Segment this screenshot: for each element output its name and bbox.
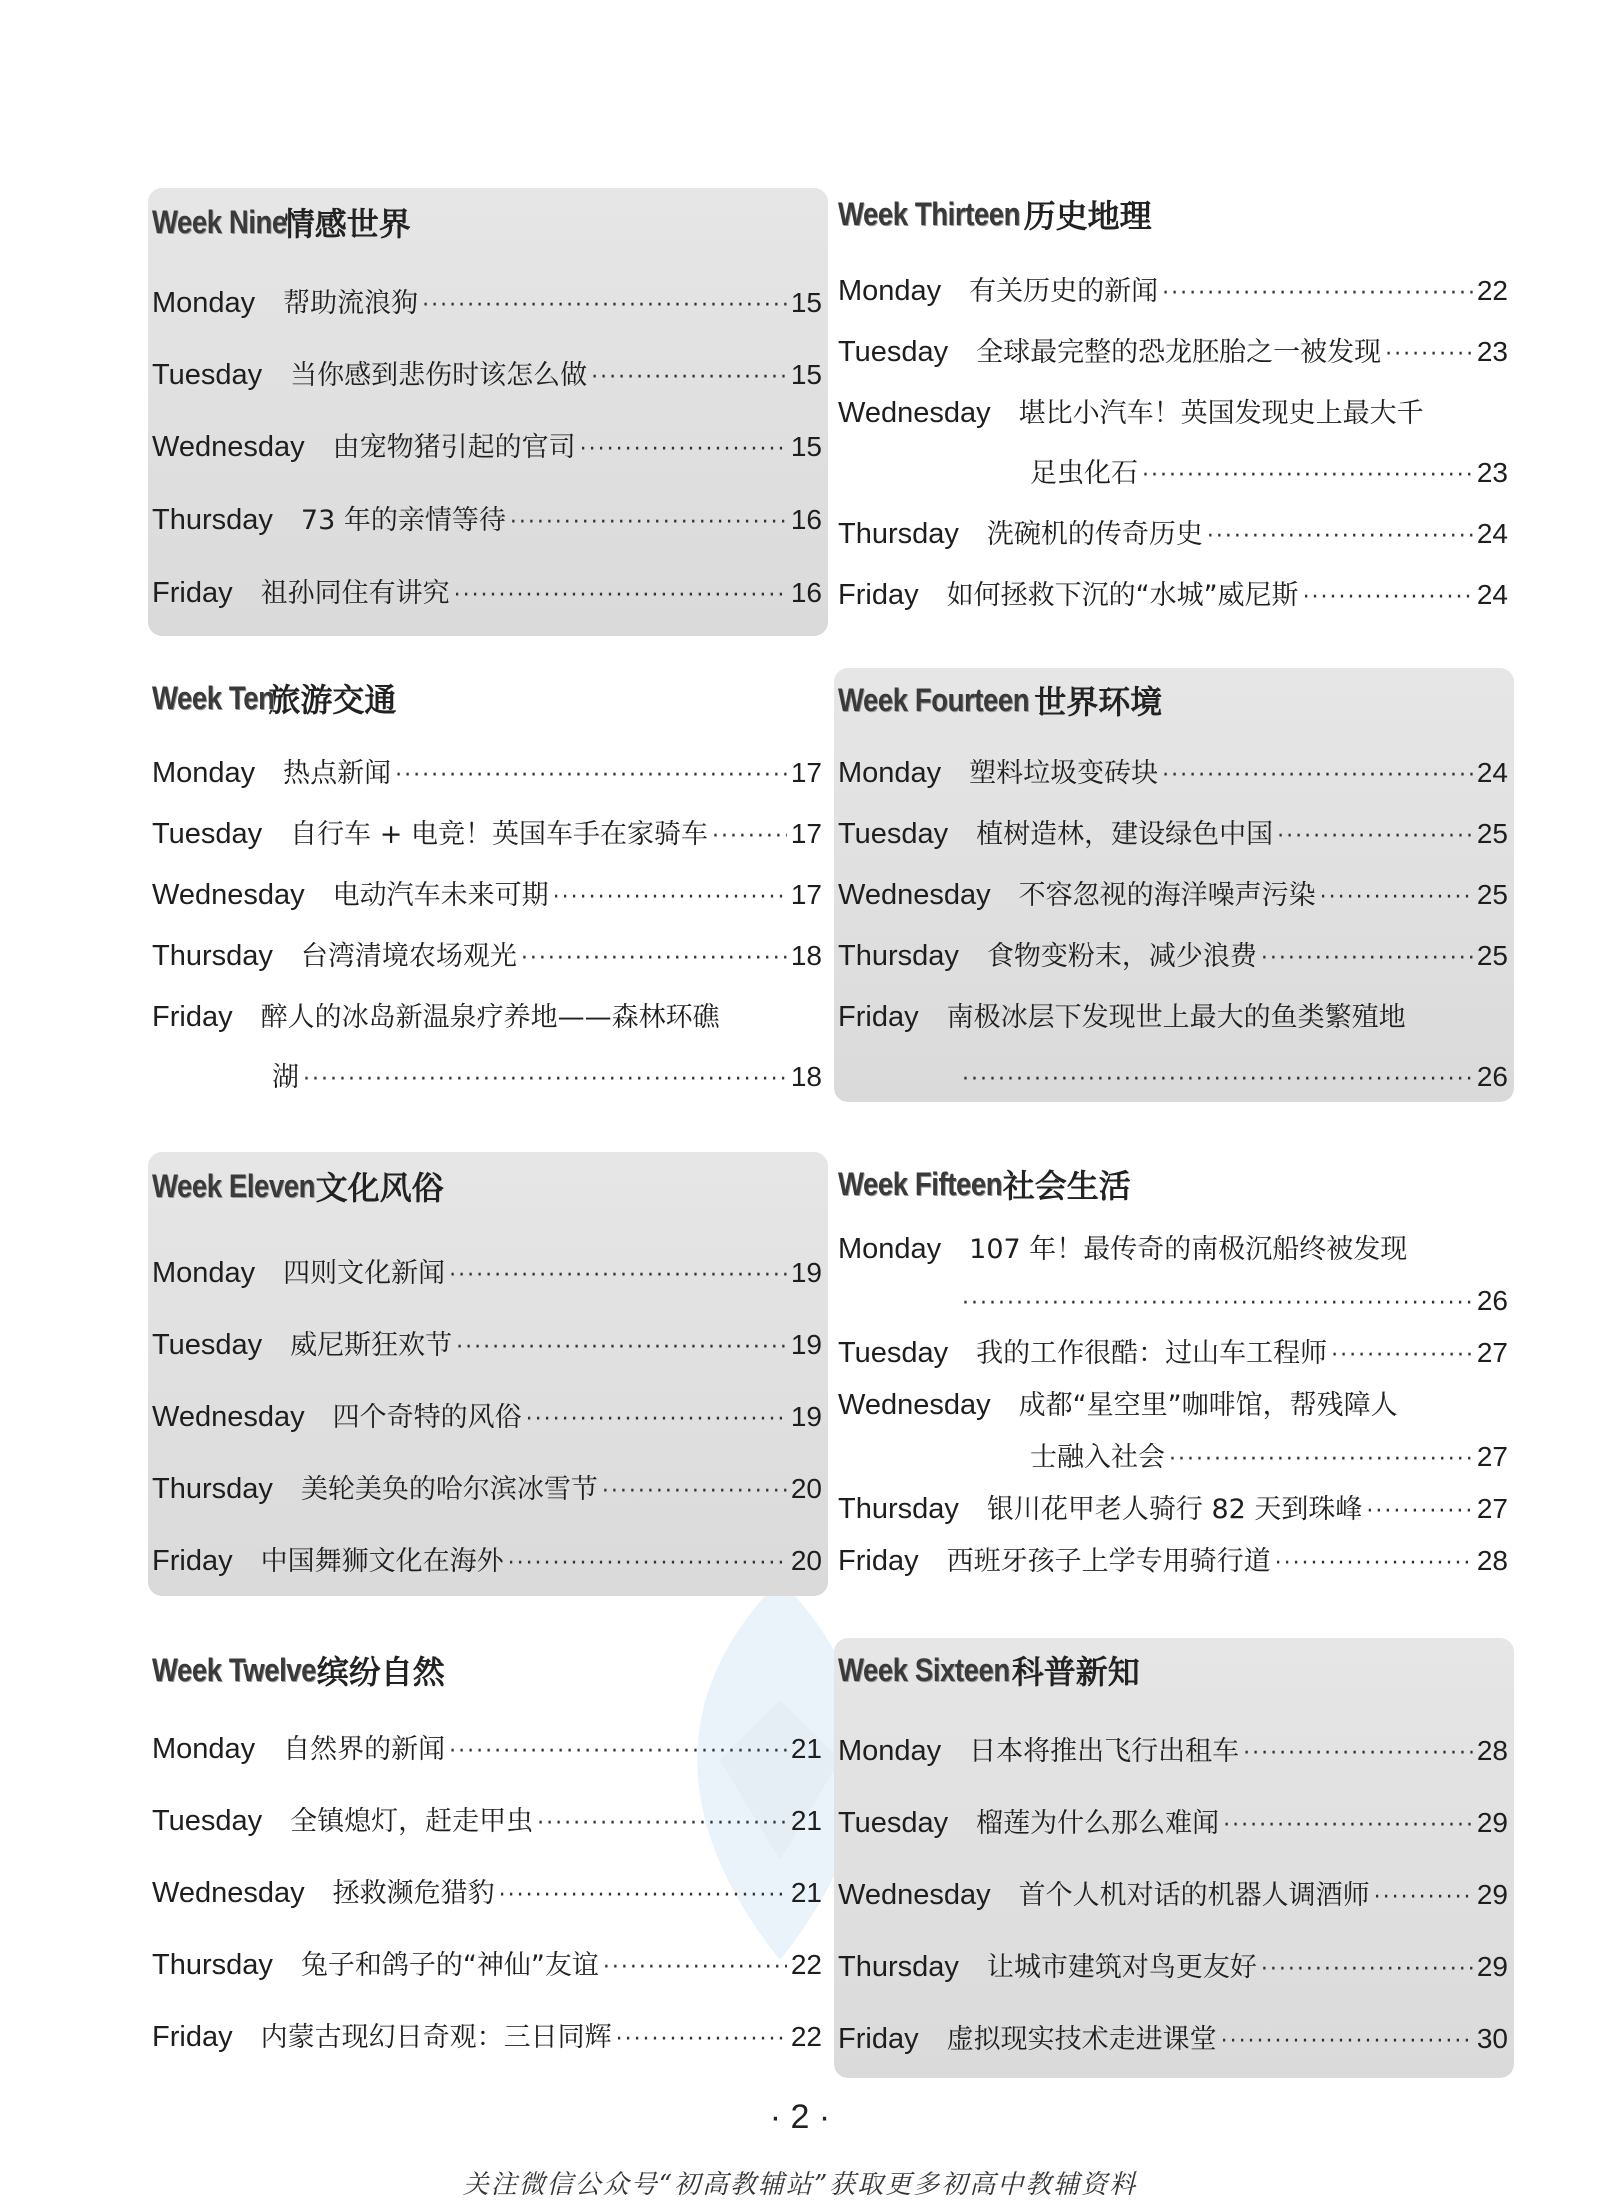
leader-dots — [1162, 277, 1473, 311]
toc-entry-continuation[interactable] — [1030, 456, 1508, 493]
entry-page: 16 — [790, 577, 822, 608]
toc-entry[interactable] — [152, 1804, 822, 1841]
week-fourteen-section — [834, 668, 1514, 1102]
entry-page: 19 — [790, 1329, 822, 1360]
leader-dots — [1275, 1547, 1473, 1581]
toc-entry[interactable] — [152, 878, 822, 915]
entry-day: Thursday — [152, 1473, 273, 1505]
week-heading — [152, 674, 396, 722]
entry-title: 不容忽视的海洋噪声污染 — [1018, 880, 1316, 911]
entry-page: 29 — [1476, 1807, 1508, 1838]
entry-title: 热点新闻 — [283, 758, 392, 789]
week-name: Week Nine — [152, 203, 287, 240]
entry-day: Tuesday — [838, 336, 949, 368]
entry-title-continued: 士融入社会 — [1030, 1442, 1165, 1473]
week-nine-section — [148, 188, 828, 636]
toc-entry[interactable] — [838, 1232, 1508, 1267]
entry-day: Friday — [152, 2021, 233, 2053]
leader-dots — [510, 506, 787, 540]
toc-entry[interactable] — [838, 517, 1508, 554]
toc-entry[interactable] — [838, 1388, 1508, 1423]
entry-day: Friday — [838, 1545, 919, 1577]
entry-day: Tuesday — [838, 1337, 949, 1369]
entry-day: Monday — [838, 1233, 942, 1265]
entry-page: 27 — [1476, 1441, 1508, 1472]
week-topic: 历史地理 — [1023, 197, 1152, 235]
entry-title: 73 年的亲情等待 — [300, 505, 506, 536]
entry-day: Monday — [838, 757, 942, 789]
entry-day: Wednesday — [838, 1389, 991, 1421]
entry-day: Thursday — [152, 940, 273, 972]
leader-dots — [1169, 1443, 1473, 1477]
entry-page: 15 — [790, 287, 822, 318]
entry-day: Tuesday — [152, 1805, 263, 1837]
leader-dots — [591, 361, 787, 395]
entry-title: 虚拟现实技术走进课堂 — [946, 2024, 1217, 2055]
entry-title: 醉人的冰岛新温泉疗养地——森林环礁 — [260, 1002, 720, 1033]
toc-entry[interactable] — [152, 1000, 822, 1035]
week-name: Week Fourteen — [838, 681, 1030, 718]
entry-title: 威尼斯狂欢节 — [290, 1330, 453, 1361]
page-number: · 2 · — [769, 2098, 831, 2136]
week-heading — [152, 1646, 445, 1694]
entry-page: 15 — [790, 359, 822, 390]
week-heading — [152, 198, 411, 246]
toc-entry[interactable] — [152, 1256, 822, 1293]
entry-page: 16 — [790, 504, 822, 535]
toc-entry-continuation[interactable] — [958, 1284, 1508, 1321]
week-topic: 情感世界 — [282, 205, 411, 243]
toc-entry[interactable] — [838, 1950, 1508, 1987]
entry-title: 植树造林，建设绿色中国 — [976, 819, 1274, 850]
entry-page: 20 — [790, 1545, 822, 1576]
entry-day: Monday — [152, 287, 256, 319]
entry-day: Thursday — [152, 504, 273, 536]
entry-day: Monday — [152, 1257, 256, 1289]
leader-dots — [1320, 881, 1473, 915]
toc-entry[interactable] — [152, 286, 822, 323]
entry-day: Monday — [152, 1733, 256, 1765]
week-name: Week Sixteen — [838, 1651, 1010, 1688]
leader-dots — [1261, 942, 1473, 976]
week-topic: 社会生活 — [1002, 1167, 1131, 1205]
week-topic: 文化风俗 — [315, 1169, 444, 1207]
leader-dots — [1162, 759, 1473, 793]
entry-title: 首个人机对话的机器人调酒师 — [1018, 1880, 1370, 1911]
leader-dots — [1223, 1809, 1473, 1843]
footer-note: 关注微信公众号“初高教辅站”获取更多初高中教辅资料 — [462, 2170, 1138, 2200]
toc-entry[interactable] — [152, 939, 822, 976]
leader-dots — [1385, 338, 1473, 372]
week-eleven-section — [148, 1152, 828, 1596]
entry-page: 24 — [1476, 579, 1508, 610]
entry-page: 25 — [1476, 818, 1508, 849]
entry-page: 17 — [790, 818, 822, 849]
leader-dots — [962, 1287, 1473, 1321]
entry-title: 美轮美奂的哈尔滨冰雪节 — [300, 1474, 598, 1505]
entry-title: 全球最完整的恐龙胚胎之一被发现 — [976, 337, 1382, 368]
entry-page: 28 — [1476, 1735, 1508, 1766]
entry-day: Wednesday — [152, 431, 305, 463]
entry-title: 由宠物猪引起的官司 — [332, 432, 576, 463]
entry-day: Tuesday — [152, 818, 263, 850]
entry-page: 25 — [1476, 879, 1508, 910]
week-name: Week Eleven — [152, 1167, 316, 1204]
entry-day: Tuesday — [152, 1329, 263, 1361]
entry-page: 27 — [1476, 1337, 1508, 1368]
entry-title: 帮助流浪狗 — [283, 288, 419, 319]
entry-day: Tuesday — [152, 359, 263, 391]
entry-day: Monday — [838, 1735, 942, 1767]
toc-entry[interactable] — [152, 1544, 822, 1581]
entry-title: 塑料垃圾变砖块 — [969, 758, 1159, 789]
week-fifteen-section — [834, 1160, 1514, 1590]
entry-page: 23 — [1476, 336, 1508, 367]
entry-page: 25 — [1476, 940, 1508, 971]
toc-entry[interactable] — [838, 274, 1508, 311]
toc-entry[interactable] — [152, 358, 822, 395]
week-thirteen-section — [834, 190, 1514, 620]
entry-page: 24 — [1476, 518, 1508, 549]
leader-dots — [1331, 1339, 1473, 1373]
entry-page: 21 — [790, 1877, 822, 1908]
leader-dots — [1303, 581, 1473, 615]
entry-page: 21 — [790, 1805, 822, 1836]
leader-dots — [1374, 1881, 1473, 1915]
entry-page: 28 — [1476, 1545, 1508, 1576]
entry-day: Tuesday — [838, 1807, 949, 1839]
entry-page: 18 — [790, 940, 822, 971]
leader-dots — [454, 579, 787, 613]
entry-day: Wednesday — [152, 1401, 305, 1433]
entry-title: 107 年！最传奇的南极沉船终被发现 — [969, 1234, 1408, 1265]
leader-dots — [508, 1547, 787, 1581]
entry-page: 20 — [790, 1473, 822, 1504]
entry-day: Thursday — [838, 1951, 959, 1983]
leader-dots — [1243, 1737, 1473, 1771]
toc-entry[interactable] — [152, 756, 822, 793]
entry-page: 21 — [790, 1733, 822, 1764]
week-name: Week Ten — [152, 679, 275, 716]
week-heading — [152, 1162, 444, 1210]
week-ten-section — [148, 674, 828, 1104]
week-heading — [838, 1160, 1131, 1208]
leader-dots — [526, 1403, 787, 1437]
entry-title-continued: 足虫化石 — [1030, 458, 1138, 489]
toc-entry[interactable] — [152, 817, 822, 854]
entry-page: 22 — [1476, 275, 1508, 306]
entry-page: 27 — [1476, 1493, 1508, 1524]
toc-entry[interactable] — [152, 503, 822, 540]
entry-day: Monday — [152, 757, 256, 789]
week-name: Week Twelve — [152, 1651, 317, 1688]
entry-day: Wednesday — [838, 1879, 991, 1911]
entry-page: 26 — [1476, 1061, 1508, 1092]
week-topic: 世界环境 — [1034, 683, 1163, 721]
entry-day: Friday — [838, 579, 919, 611]
toc-entry[interactable] — [152, 1472, 822, 1509]
leader-dots — [553, 881, 787, 915]
toc-entry[interactable] — [152, 2020, 822, 2057]
entry-day: Friday — [152, 1001, 233, 1033]
leader-dots — [580, 433, 787, 467]
entry-title: 当你感到悲伤时该怎么做 — [290, 360, 588, 391]
week-topic: 缤纷自然 — [316, 1653, 445, 1691]
toc-entry[interactable] — [838, 578, 1508, 615]
leader-dots — [962, 1063, 1473, 1097]
entry-title: 如何拯救下沉的“水城”威尼斯 — [946, 580, 1299, 611]
toc-entry[interactable] — [152, 1732, 822, 1769]
toc-entry[interactable] — [838, 878, 1508, 915]
week-name: Week Thirteen — [838, 195, 1021, 232]
toc-entry-continuation[interactable] — [958, 1060, 1508, 1097]
entry-title: 西班牙孩子上学专用骑行道 — [946, 1546, 1271, 1577]
leader-dots — [616, 2023, 787, 2057]
leader-dots — [449, 1259, 787, 1293]
entry-title: 拯救濒危猎豹 — [332, 1878, 495, 1909]
toc-entry[interactable] — [838, 335, 1508, 372]
toc-entry[interactable] — [838, 939, 1508, 976]
leader-dots — [537, 1807, 787, 1841]
entry-title: 让城市建筑对鸟更友好 — [986, 1952, 1257, 1983]
entry-page: 30 — [1476, 2023, 1508, 2054]
entry-title: 内蒙古现幻日奇观：三日同辉 — [260, 2022, 612, 2053]
toc-entry[interactable] — [838, 2022, 1508, 2059]
entry-day: Thursday — [838, 940, 959, 972]
entry-title: 南极冰层下发现世上最大的鱼类繁殖地 — [946, 1002, 1406, 1033]
toc-entry[interactable] — [152, 576, 822, 613]
entry-page: 15 — [790, 431, 822, 462]
entry-title: 有关历史的新闻 — [969, 276, 1159, 307]
entry-page: 22 — [790, 1949, 822, 1980]
entry-page: 19 — [790, 1401, 822, 1432]
toc-entry[interactable] — [152, 1328, 822, 1365]
entry-day: Friday — [838, 2023, 919, 2055]
entry-page: 29 — [1476, 1879, 1508, 1910]
week-heading — [838, 676, 1162, 724]
entry-day: Thursday — [152, 1949, 273, 1981]
leader-dots — [521, 942, 787, 976]
leader-dots — [1207, 520, 1473, 554]
leader-dots — [1221, 2025, 1473, 2059]
entry-title: 榴莲为什么那么难闻 — [976, 1808, 1220, 1839]
entry-title-continued: 湖 — [272, 1062, 299, 1093]
entry-day: Thursday — [838, 1493, 959, 1525]
entry-title: 成都“星空里”咖啡馆，帮残障人 — [1018, 1390, 1398, 1421]
leader-dots — [1142, 459, 1473, 493]
entry-title: 我的工作很酷：过山车工程师 — [976, 1338, 1328, 1369]
entry-title: 银川花甲老人骑行 82 天到珠峰 — [986, 1494, 1363, 1525]
toc-entry[interactable] — [838, 1806, 1508, 1843]
entry-page: 24 — [1476, 757, 1508, 788]
week-topic: 科普新知 — [1011, 1653, 1140, 1691]
entry-page: 17 — [790, 879, 822, 910]
toc-entry[interactable] — [838, 1336, 1508, 1373]
entry-title: 台湾清境农场观光 — [300, 941, 517, 972]
leader-dots — [303, 1063, 787, 1097]
week-heading — [838, 190, 1152, 238]
entry-title: 洗碗机的传奇历史 — [986, 519, 1203, 550]
entry-day: Friday — [152, 1545, 233, 1577]
week-heading — [838, 1646, 1140, 1694]
entry-page: 22 — [790, 2021, 822, 2052]
entry-title: 四则文化新闻 — [283, 1258, 446, 1289]
entry-page: 19 — [790, 1257, 822, 1288]
entry-day: Wednesday — [152, 1877, 305, 1909]
leader-dots — [712, 820, 787, 854]
week-name: Week Fifteen — [838, 1165, 1003, 1202]
toc-entry-continuation[interactable] — [1030, 1440, 1508, 1477]
entry-page: 23 — [1476, 457, 1508, 488]
leader-dots — [1277, 820, 1473, 854]
entry-day: Friday — [152, 577, 233, 609]
entry-day: Tuesday — [838, 818, 949, 850]
week-topic: 旅游交通 — [268, 681, 397, 719]
entry-day: Wednesday — [838, 397, 991, 429]
entry-title: 祖孙同住有讲究 — [260, 578, 450, 609]
entry-day: Monday — [838, 275, 942, 307]
entry-page: 18 — [790, 1061, 822, 1092]
leader-dots — [395, 759, 787, 793]
toc-entry[interactable] — [838, 817, 1508, 854]
entry-day: Wednesday — [152, 879, 305, 911]
leader-dots — [1261, 1953, 1473, 1987]
toc-entry[interactable] — [838, 396, 1508, 431]
entry-title: 四个奇特的风俗 — [332, 1402, 522, 1433]
entry-title: 堪比小汽车！英国发现史上最大千 — [1018, 398, 1424, 429]
leader-dots — [602, 1475, 787, 1509]
toc-entry[interactable] — [838, 1000, 1508, 1035]
entry-page: 17 — [790, 757, 822, 788]
toc-entry[interactable] — [838, 1878, 1508, 1915]
entry-title: 兔子和鸽子的“神仙”友谊 — [300, 1950, 599, 1981]
leader-dots — [1366, 1495, 1472, 1529]
entry-page: 29 — [1476, 1951, 1508, 1982]
toc-entry[interactable] — [838, 1734, 1508, 1771]
toc-entry-continuation[interactable] — [272, 1060, 822, 1097]
entry-title: 电动汽车未来可期 — [332, 880, 549, 911]
entry-title: 全镇熄灯，赶走甲虫 — [290, 1806, 534, 1837]
week-sixteen-section — [834, 1638, 1514, 2078]
toc-entry[interactable] — [838, 756, 1508, 793]
entry-title: 食物变粉末，减少浪费 — [986, 941, 1257, 972]
entry-day: Thursday — [838, 518, 959, 550]
toc-entry[interactable] — [152, 1400, 822, 1437]
entry-day: Wednesday — [838, 879, 991, 911]
entry-day: Friday — [838, 1001, 919, 1033]
leader-dots — [422, 289, 787, 323]
entry-page: 26 — [1476, 1285, 1508, 1316]
leader-dots — [603, 1951, 787, 1985]
toc-entry[interactable] — [838, 1544, 1508, 1581]
leader-dots — [456, 1331, 787, 1365]
toc-entry[interactable] — [152, 1876, 822, 1913]
entry-title: 中国舞狮文化在海外 — [260, 1546, 504, 1577]
toc-entry[interactable] — [152, 1948, 822, 1985]
toc-entry[interactable] — [838, 1492, 1508, 1529]
leader-dots — [449, 1735, 787, 1769]
entry-title: 自行车 + 电竞！英国车手在家骑车 — [290, 819, 708, 850]
leader-dots — [499, 1879, 787, 1913]
toc-entry[interactable] — [152, 430, 822, 467]
entry-title: 自然界的新闻 — [283, 1734, 446, 1765]
week-twelve-section — [148, 1646, 828, 2066]
entry-title: 日本将推出飞行出租车 — [969, 1736, 1240, 1767]
